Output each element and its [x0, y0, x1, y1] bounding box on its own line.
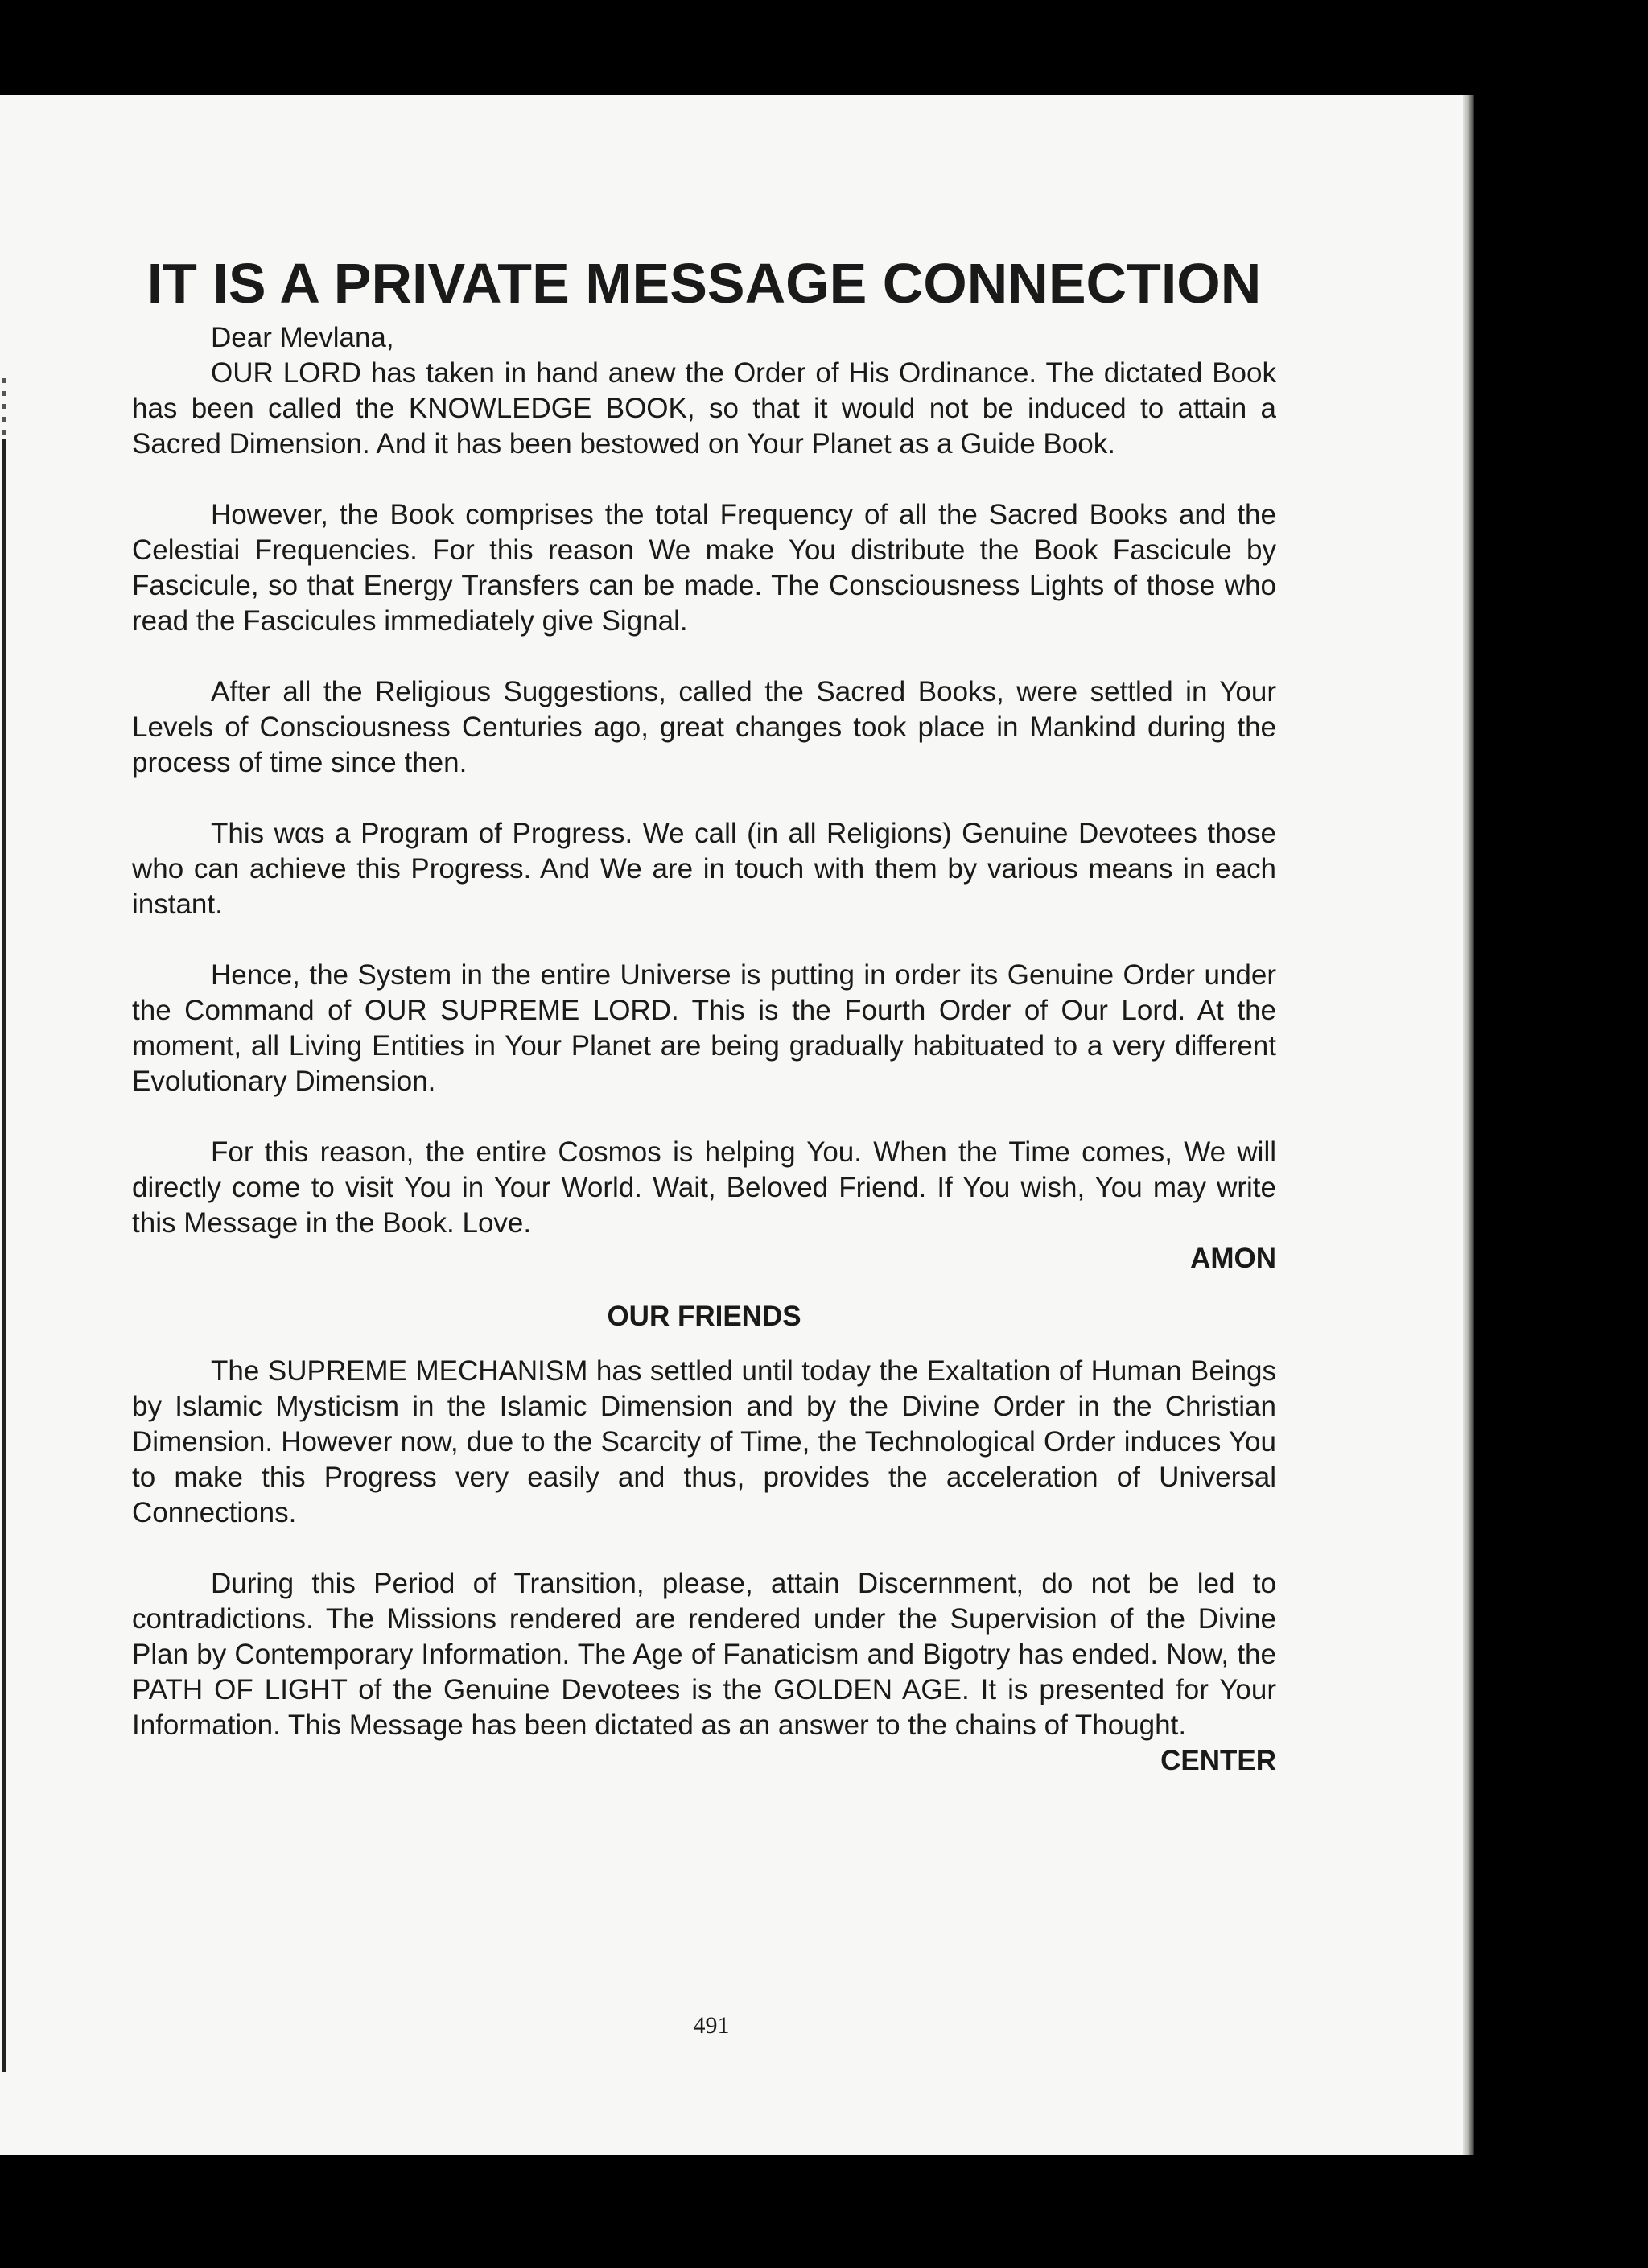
- binding-edge: [2, 439, 6, 2072]
- page-number: 491: [693, 2012, 730, 2039]
- paragraph: The SUPREME MECHANISM has settled until today the Exaltation of Human Beings by Islamic Mysticism in the Islamic Dimension and by the Divine Order in the Christian Dimension. However now, due to the Scarcity of Time, the Technological Order induces You to make this Progress very easily and thus, provides the acceleration of Universal Connections.: [132, 1355, 1276, 1528]
- signature-center: CENTER: [1160, 1745, 1276, 1776]
- paragraph: For this reason, the entire Cosmos is helping You. When the Time comes, We will directly come to visit You in Your World. Wait, Beloved Friend. If You wish, You may write this Message in the Book. Love.: [132, 1136, 1276, 1239]
- section-title-private-message: IT IS A PRIVATE MESSAGE CONNECTION: [146, 252, 1262, 315]
- paragraph: Hence, the System in the entire Universe is putting in order its Genuine Order under the Command of OUR SUPREME LORD. This is the Fourth Order of Our Lord. At the moment, all Living Entities in Your Planet are being gradually habituated to a very different Evolutionary Dimension.: [132, 959, 1276, 1097]
- salutation: Dear Mevlana,: [211, 322, 394, 353]
- paragraph: This wαs a Program of Progress. We call (in all Religions) Genuine Devotees those who can achieve this Progress. And We are in touch with them by various means in each instant.: [132, 818, 1276, 920]
- page-edge-shadow: [1463, 95, 1474, 2155]
- page-body: [132, 252, 1276, 1779]
- paragraph: After all the Religious Suggestions, called the Sacred Books, were settled in Your Levels of Consciousness Centuries ago, great changes took place in Mankind during the process of time since then.: [132, 676, 1276, 778]
- signature-amon: AMON: [1190, 1243, 1276, 1274]
- paragraph: However, the Book comprises the total Frequency of all the Sacred Books and the Celestiai Frequencies. For this reason We make You distribute the Book Fascicule by Fascicule, so that Energy Transfers can be made. The Consciousness Lights of those who read the Fascicules immediately give Signal.: [132, 499, 1276, 637]
- paragraph: OUR LORD has taken in hand anew the Order of His Ordinance. The dictated Book has been called the KNOWLEDGE BOOK, so that it would not be induced to attain a Sacred Dimension. And it has been bestowed on Your Planet as a Guide Book.: [132, 357, 1276, 460]
- paragraph: During this Period of Transition, please, attain Discernment, do not be led to contradictions. The Missions rendered are rendered under the Supervision of the Divine Plan by Contemporary Information. The Age of Fanaticism and Bigotry has ended. Now, the PATH OF LIGHT of the Genuine Devotees is the GOLDEN AGE. It is presented for Your Information. This Message has been dictated as an answer to the chains of Thought.: [132, 1568, 1276, 1741]
- section-title-our-friends: OUR FRIENDS: [607, 1301, 801, 1332]
